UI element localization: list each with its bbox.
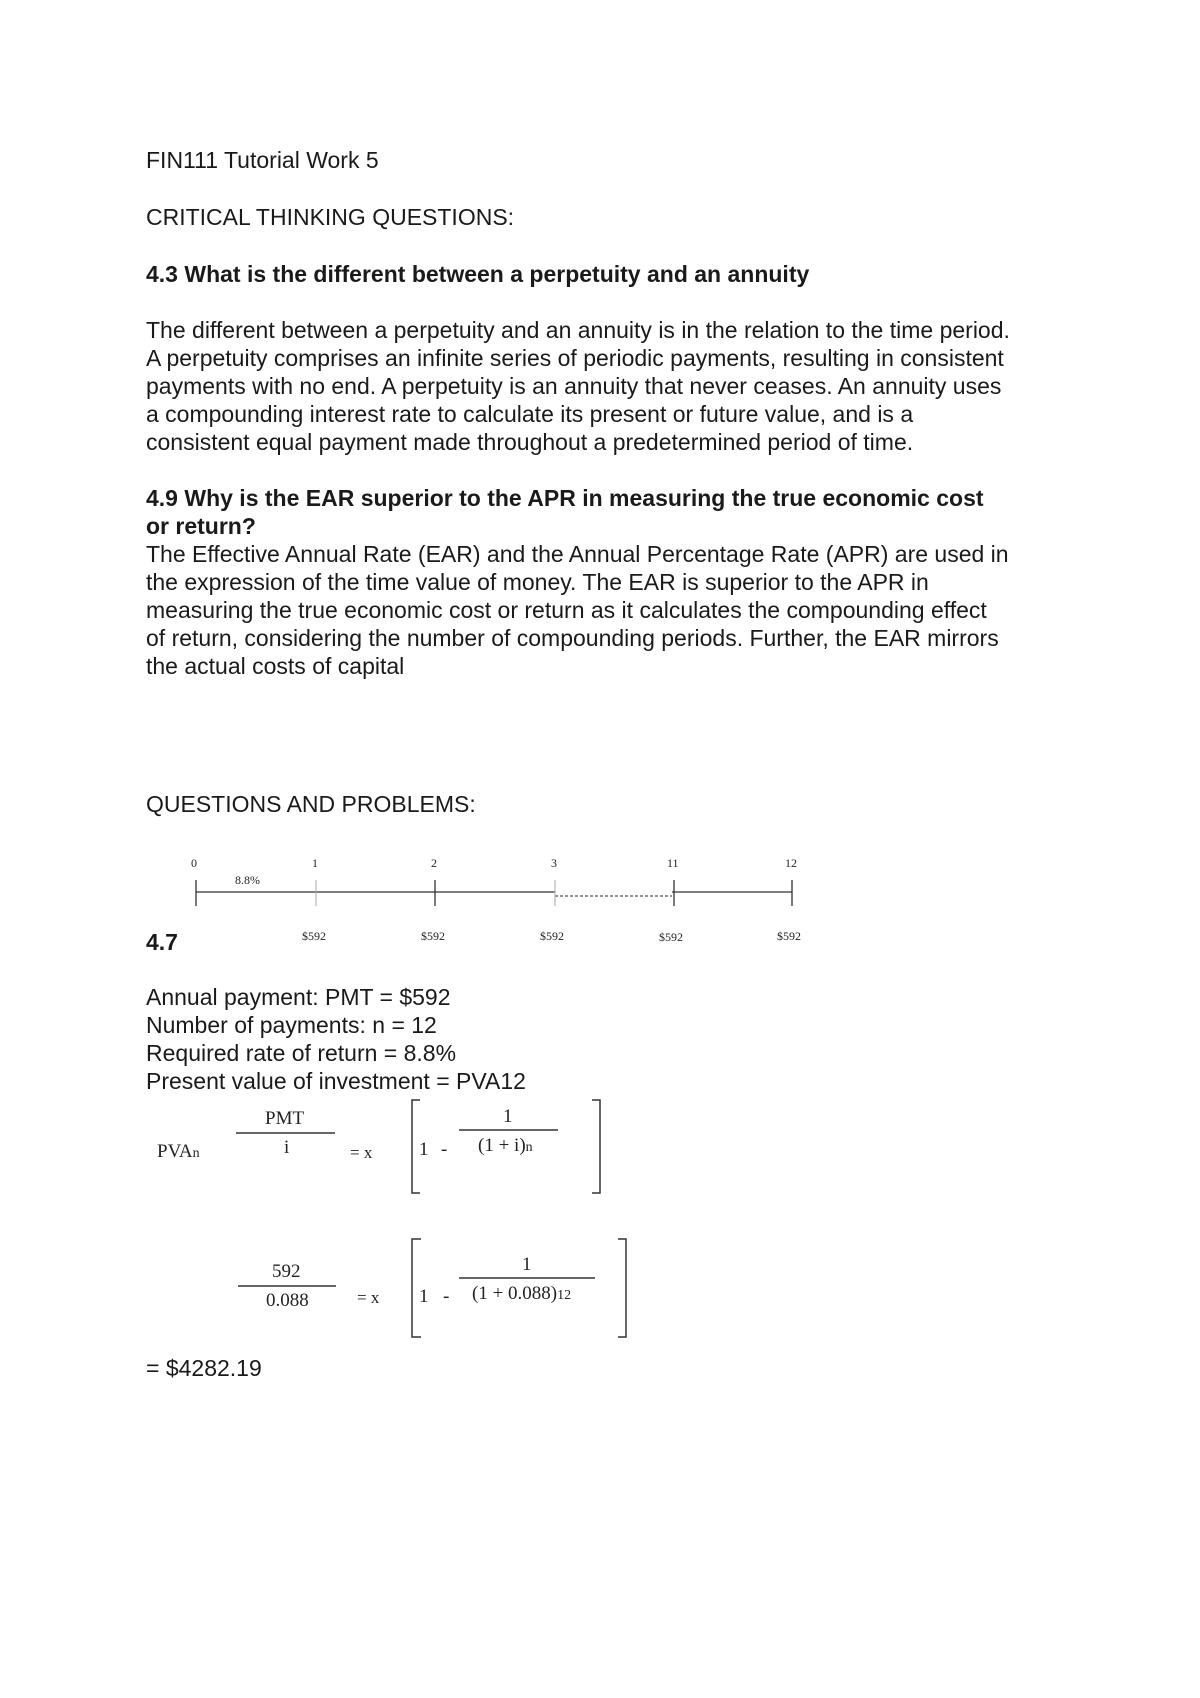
section-heading-critical: CRITICAL THINKING QUESTIONS: <box>146 204 515 230</box>
given-line: Required rate of return = 8.8% <box>146 1040 457 1066</box>
formula2-inner-numerator: 1 <box>522 1254 532 1275</box>
payment-label: $592 <box>421 929 445 943</box>
answer-line: the actual costs of capital <box>146 653 405 679</box>
payment-label: $592 <box>302 929 326 943</box>
period-label: 1 <box>312 856 318 870</box>
formula-numerator: PMT <box>265 1108 305 1129</box>
formula2-one: 1 <box>419 1286 429 1307</box>
question-4-7-number: 4.7 <box>146 929 178 955</box>
period-label: 3 <box>551 856 557 870</box>
formula2-denominator: 0.088 <box>266 1290 309 1311</box>
period-label: 2 <box>431 856 437 870</box>
heading-line: 4.9 Why is the EAR superior to the APR in measuring the true economic cost <box>146 485 984 511</box>
period-label: 11 <box>667 856 679 870</box>
formula-lhs-subscript: n <box>192 1146 200 1161</box>
formula-equals-times: = x <box>350 1143 373 1162</box>
given-line: Annual payment: PMT = $592 <box>146 984 451 1010</box>
payment-label: $592 <box>659 930 683 944</box>
answer-line: measuring the true economic cost or return as it calculates the compounding effect <box>146 597 987 623</box>
answer-line: of return, considering the number of compounding periods. Further, the EAR mirrors <box>146 625 999 651</box>
rate-label: 8.8% <box>235 873 260 887</box>
formula2-minus: - <box>443 1286 450 1307</box>
question-4-3-heading: 4.3 What is the different between a perpetuity and an annuity <box>146 261 810 287</box>
formula2-equals-times: = x <box>357 1288 380 1307</box>
answer-line: consistent equal payment made throughout a predetermined period of time. <box>146 429 914 455</box>
inner-denominator-main: (1 + 0.088) <box>472 1283 558 1304</box>
given-line: Number of payments: n = 12 <box>146 1012 437 1038</box>
period-label: 0 <box>191 856 197 870</box>
answer-line: the expression of the time value of money. The EAR is superior to the APR in <box>146 569 929 595</box>
left-bracket <box>412 1239 421 1337</box>
formula-lhs-main: PVA <box>157 1141 193 1162</box>
left-bracket <box>412 1100 420 1193</box>
period-label: 12 <box>785 856 797 870</box>
formula-inner-numerator: 1 <box>503 1106 513 1127</box>
result-value: = $4282.19 <box>146 1355 262 1381</box>
answer-line: payments with no end. A perpetuity is an annuity that never ceases. An annuity uses <box>146 373 1002 399</box>
inner-denominator-exponent: n <box>525 1140 533 1155</box>
section-heading-problems: QUESTIONS AND PROBLEMS: <box>146 791 476 817</box>
inner-denominator-exponent: 12 <box>557 1288 572 1303</box>
heading-line: or return? <box>146 513 256 539</box>
answer-line: The Effective Annual Rate (EAR) and the Annual Percentage Rate (APR) are used in <box>146 541 1009 567</box>
inner-denominator-main: (1 + i) <box>478 1135 526 1156</box>
formula-minus: - <box>441 1139 448 1160</box>
formula2-numerator: 592 <box>272 1261 301 1282</box>
given-line: Present value of investment = PVA12 <box>146 1068 526 1094</box>
payment-label: $592 <box>540 929 564 943</box>
right-bracket <box>618 1239 626 1337</box>
document-title: FIN111 Tutorial Work 5 <box>146 147 379 173</box>
right-bracket <box>592 1100 600 1193</box>
answer-line: a compounding interest rate to calculate its present or future value, and is a <box>146 401 914 427</box>
payment-label: $592 <box>777 929 801 943</box>
answer-line: A perpetuity comprises an infinite series of periodic payments, resulting in consistent <box>146 345 1004 371</box>
answer-line: The different between a perpetuity and an annuity is in the relation to the time period. <box>146 317 1010 343</box>
formula-one: 1 <box>419 1139 429 1160</box>
formula-denominator: i <box>284 1137 290 1158</box>
